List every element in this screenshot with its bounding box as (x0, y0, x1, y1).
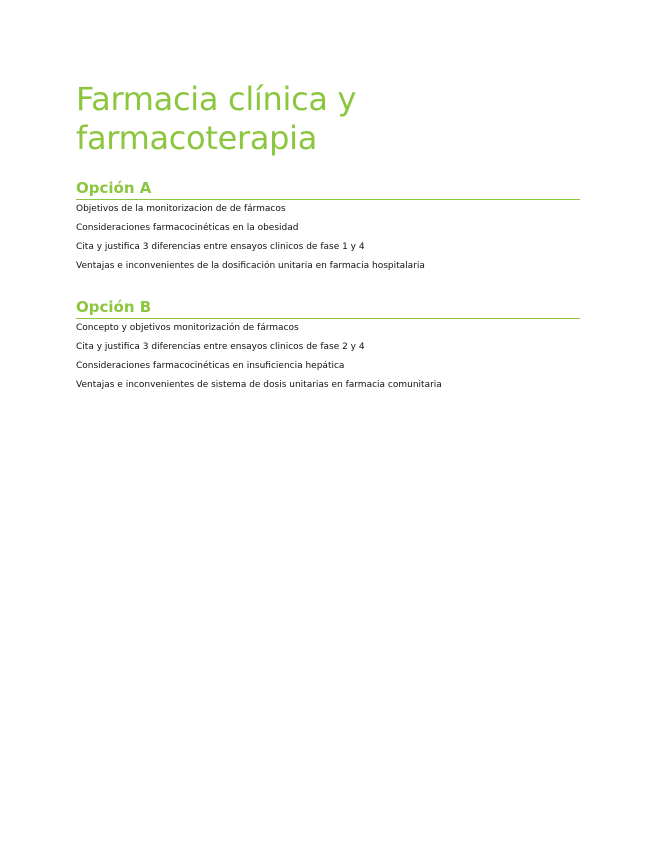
question-list (76, 203, 580, 272)
question-item: Cita y justifica 3 diferencias entre ensayos clinicos de fase 2 y 4 (76, 342, 365, 352)
question-item: Cita y justifica 3 diferencias entre ensayos clinicos de fase 1 y 4 (76, 242, 365, 252)
section-option-b (76, 297, 580, 391)
section-option-a (76, 178, 580, 272)
section-heading: Opción A (76, 178, 580, 200)
question-item: Ventajas e inconvenientes de la dosificación unitaria en farmacia hospitalaria (76, 261, 425, 271)
question-item: Ventajas e inconvenientes de sistema de dosis unitarias en farmacia comunitaria (76, 380, 442, 390)
section-heading: Opción B (76, 297, 580, 319)
question-list (76, 322, 580, 391)
question-item: Consideraciones farmacocinéticas en insuficiencia hepática (76, 361, 345, 371)
page-title: Farmacia clínica y farmacoterapia (76, 80, 357, 157)
question-item: Consideraciones farmacocinéticas en la obesidad (76, 223, 299, 233)
question-item: Objetivos de la monitorizacion de de fármacos (76, 204, 286, 214)
question-item: Concepto y objetivos monitorización de fármacos (76, 323, 299, 333)
